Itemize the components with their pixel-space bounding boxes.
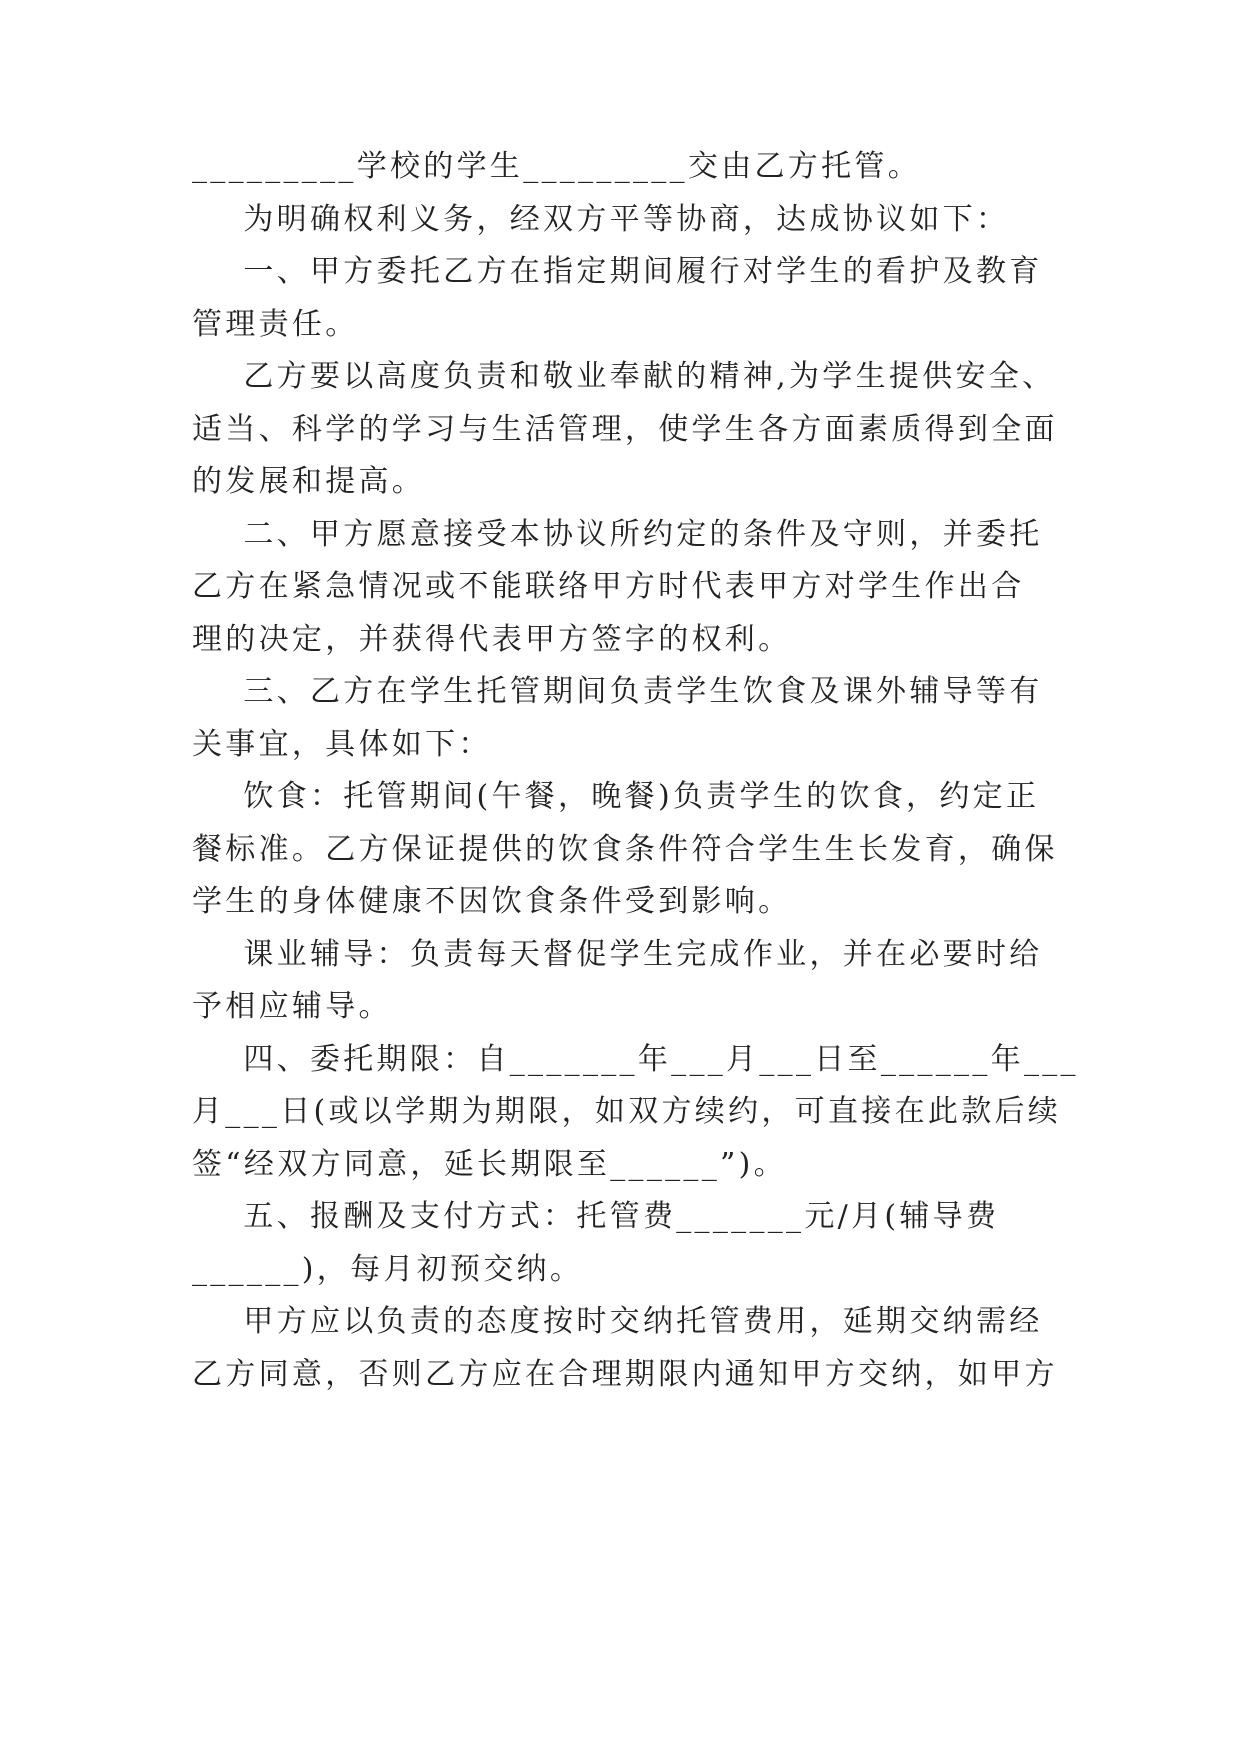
text-line: 四、委托期限：自_______年___月___日至______年___ (192, 1042, 1079, 1077)
text-line: 予相应辅导。 (192, 989, 392, 1024)
text-line: 乙方同意，否则乙方应在合理期限内通知甲方交纳，如甲方 (192, 1357, 1058, 1392)
text-line: 为明确权利义务，经双方平等协商，达成协议如下： (192, 202, 1010, 237)
text-line: 五、报酬及支付方式：托管费_______元/月(辅导费 (192, 1199, 1000, 1234)
text-line: 餐标准。乙方保证提供的饮食条件符合学生生长发育，确保 (192, 832, 1058, 867)
text-line: 月___日(或以学期为期限，如双方续约，可直接在此款后续 (192, 1094, 1062, 1129)
text-line: _________学校的学生_________交由乙方托管。 (192, 149, 921, 184)
text-line: 学生的身体健康不因饮食条件受到影响。 (192, 884, 792, 919)
text-line: 关事宜，具体如下： (192, 727, 492, 762)
text-line: 的发展和提高。 (192, 464, 426, 499)
text-line: 适当、科学的学习与生活管理，使学生各方面素质得到全面 (192, 412, 1058, 447)
text-line: ______)，每月初预交纳。 (192, 1252, 584, 1287)
text-line: 签“经双方同意，延长期限至______”)。 (192, 1147, 787, 1182)
text-line: 理的决定，并获得代表甲方签字的权利。 (192, 622, 792, 657)
text-line: 饮食：托管期间(午餐，晚餐)负责学生的饮食，约定正 (192, 779, 1040, 814)
text-line: 一、甲方委托乙方在指定期间履行对学生的看护及教育 (192, 254, 1043, 289)
text-line: 乙方在紧急情况或不能联络甲方时代表甲方对学生作出合 (192, 569, 1025, 604)
text-line: 课业辅导：负责每天督促学生完成作业，并在必要时给 (192, 937, 1043, 972)
text-line: 甲方应以负责的态度按时交纳托管费用，延期交纳需经 (192, 1304, 1043, 1339)
text-line: 二、甲方愿意接受本协议所约定的条件及守则，并委托 (192, 517, 1043, 552)
text-line: 乙方要以高度负责和敬业奉献的精神,为学生提供安全、 (192, 359, 1056, 394)
text-line: 管理责任。 (192, 307, 359, 342)
text-line: 三、乙方在学生托管期间负责学生饮食及课外辅导等有 (192, 674, 1043, 709)
